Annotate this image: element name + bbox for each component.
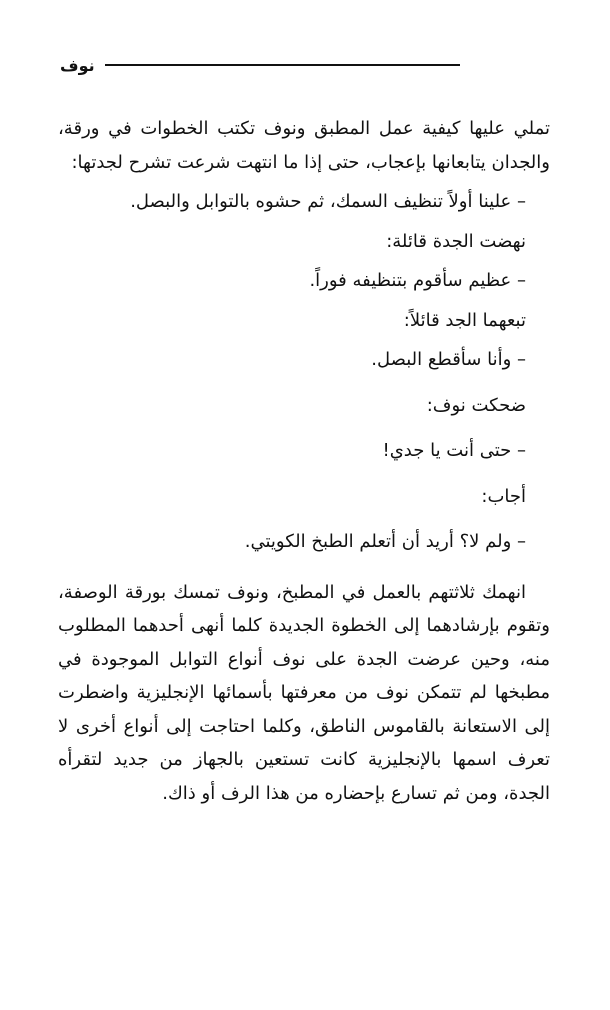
paragraph: أجاب: bbox=[481, 485, 526, 507]
paragraph: ضحكت نوف: bbox=[426, 394, 526, 416]
body-text bbox=[58, 112, 550, 810]
header-title: نوف bbox=[60, 55, 95, 75]
paragraph: تملي عليها كيفية عمل المطبق ونوف تكتب الخطوات في ورقة، والجدان يتابعانها بإعجاب، حتى إذا ما انتهت شرعت تشرح لجدتها: bbox=[58, 118, 550, 173]
dialogue-line: – عظيم سأقوم بتنظيفه فوراً. bbox=[309, 270, 526, 291]
dialogue-line: – علينا أولاً تنظيف السمك، ثم حشوه بالتوابل والبصل. bbox=[130, 191, 526, 212]
paragraph: نهضت الجدة قائلة: bbox=[386, 230, 526, 252]
page-header bbox=[60, 50, 460, 80]
dialogue-line: – حتى أنت يا جدي! bbox=[382, 440, 526, 461]
header-rule bbox=[105, 64, 460, 66]
paragraph: تبعهما الجد قائلاً: bbox=[403, 309, 526, 331]
dialogue-line: – ولم لا؟ أريد أن أتعلم الطبخ الكويتي. bbox=[244, 531, 526, 552]
paragraph: انهمك ثلاثتهم بالعمل في المطبخ، ونوف تمسك بورقة الوصفة، وتقوم بإرشادهما إلى الخطوة الجديدة كلما أنهى أحدهما المطلوب منه، وحين عرضت الجدة على نوف أنواع التوابل الموجودة في مطبخها لم تتمكن نوف من معرفتها بأسمائها الإنجليزية واضطرت إلى الاستعانة بالقاموس الناطق، وكلما احتاجت إلى أنواع أخرى لا تعرف اسمها بالإنجليزية كانت تستعين بالجهاز من جديد لتقرأه الجدة، ومن ثم تسارع بإحضاره من هذا الرف أو ذاك. bbox=[58, 581, 550, 804]
dialogue-line: – وأنا سأقطع البصل. bbox=[371, 349, 526, 370]
